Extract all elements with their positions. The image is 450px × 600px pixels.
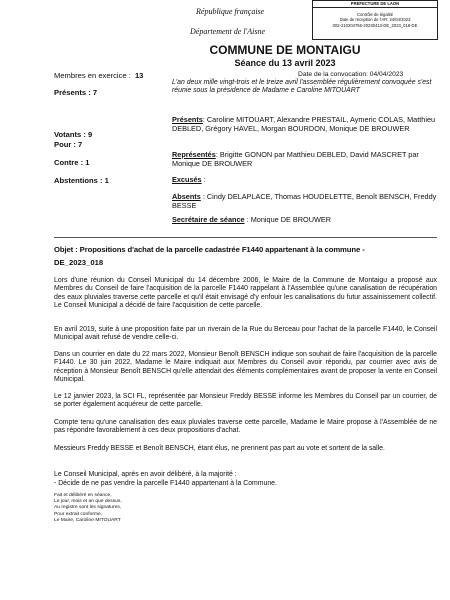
excused-members [172,175,438,184]
present-members [172,115,438,133]
represented-members [172,150,438,168]
abstentions-count: Abstentions : 1 [54,176,109,185]
stamp-reception: Date de réception de l'AR: 24/04/2023 [339,17,411,23]
objet-line-2: DE_2023_018 [54,258,104,267]
secretary [172,215,438,224]
decision-text: - Décide de ne pas vendre la parcelle F1440 appartenant à la Commune. [54,480,277,487]
represented-names: : Brigitte GONON par Matthieu DEBLED, David MASCRET par Monique DE BROUWER [172,150,419,168]
absent-heading: Absents [172,192,201,201]
excused-heading: Excusés [172,175,202,184]
signoff-line: Le Maire, Caroline MITOUART [54,517,121,523]
represented-heading: Représentés [172,150,216,159]
paragraph-3: Dans un courrier en date du 22 mars 2022, Monsieur Benoît BENSCH indique son souhait de faire l'acquisition de la parcelle F1440. Le 30 juin 2022, Madame le Maire indiquait aux Membres du Conseil avoir répondu, par courrier avec avis de réception à Monsieur Benoît BENSCH qu'elle attendait des éléments complémentaires avant de proposer la vente en Conseil Municipal. [54,351,437,383]
present-names: : Caroline MITOUART, Alexandre PRESTAIL, Aymeric COLAS, Matthieu DEBLED, Grégory HAVEL, Morgan BOURDON, Monique DE BROUWER [172,115,436,133]
prefecture-stamp [312,0,438,40]
stamp-control: Contrôle de légalité [356,11,394,17]
republic-line: République française [196,7,265,16]
session-title: Séance du 13 avril 2023 [234,58,336,68]
signoff-line: Au registre sont les signatures, [54,505,122,511]
secretary-name: : Monique DE BROUWER [244,215,331,224]
paragraph-6: Messieurs Freddy BESSE et Benoît BENSCH, étant élus, ne prennent pas part au vote et sortent de la salle. [54,445,385,452]
paragraph-5: Compte tenu qu'une canalisation des eaux pluviales traverse cette parcelle, Madame le Maire propose à l'Assemblée de ne pas répondre favorablement à ces deux propositions d'achat. [54,419,437,435]
signoff-block [54,493,122,524]
objet-line-1: Objet : Propositions d'achat de la parcelle cadastrée F1440 appartenant à la commune - [54,245,365,254]
excused-names: : [201,175,206,184]
for-count: Pour : 7 [54,140,83,149]
against-count: Contre : 1 [54,158,90,167]
paragraph-2: En avril 2019, suite à une proposition faite par un riverain de la Rue du Berceau pour l'achat de la parcelle F1440, le Conseil Municipal avait refusé de vendre celle-ci. [54,326,437,342]
members-value: 13 [134,71,144,80]
voters-count: Votants : 9 [54,130,93,139]
department-line: Département de l'Aisne [190,27,266,36]
paragraph-1: Lors d'une réunion du Conseil Municipal du 14 décembre 2006, le Maire de la Commune de Montaigu a proposé aux Membres du Conseil de faire l'acquisition de la parcelle F1440 rappelant à l'Assemblée qu'une canalisation de récupération des eaux pluviales traverse cette parcelle et qu'il était envisagé d'y enfouir les canalisations du futur assainissement collectif. Le Conseil Municipal a décidé de faire l'acquisition de cette parcelle. [54,277,437,309]
decision-intro: Le Conseil Municipal, après en avoir délibéré, à la majorité : [54,471,237,478]
absent-members [172,192,438,210]
members-label: Membres en exercice : [54,71,131,80]
absent-names: : Cindy DELAPLACE, Thomas HOUDELETTE, Benoît BENSCH, Freddy BESSE [172,192,437,210]
present-count: Présents : 7 [54,88,98,97]
section-divider [54,237,437,238]
present-heading: Présents [172,115,203,124]
convocation-date: Date de la convocation: 04/04/2023 [298,71,404,78]
signoff-line: Pour extrait conforme, [54,511,103,517]
signoff-line: Le jour, mois et an que dessus, [54,499,122,505]
paragraph-4: Le 12 janvier 2023, la SCI FL, représentée par Monsieur Freddy BESSE informe les Membres du Conseil par un courrier, de se porter également acquéreur de cette parcelle. [54,393,437,409]
stamp-prefecture: PREFECTURE DE LAON [313,1,437,8]
stamp-reference: 002-210204756-20230413-DE_2023_018-DE [332,22,418,28]
secretary-heading: Secrétaire de séance [172,215,245,224]
commune-title: COMMUNE DE MONTAIGU [209,43,361,57]
signoff-line: Fait et délibéré en séance, [54,493,112,498]
members-count [54,71,143,80]
session-intro: L'an deux mille vingt-trois et le treize avril l'assemblée régulièrement convoquée s'est réunie sous la présidence de Madame e Caroline MITOUART [172,79,432,95]
